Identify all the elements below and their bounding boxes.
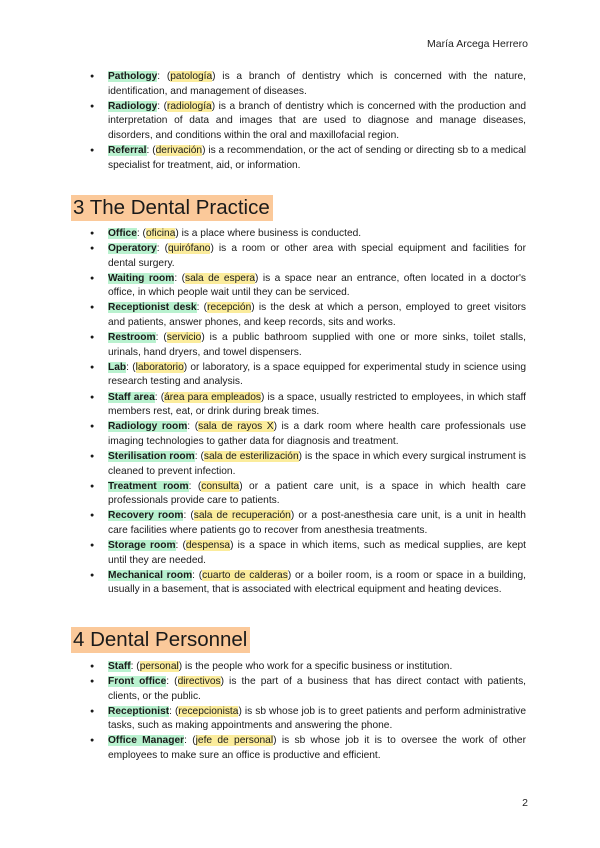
glossary-term: Operatory [108, 243, 157, 255]
term-definition: ) is a recommendation, or the act of sending or directing sb to a medical specialist for treatment, aid, or information. [108, 144, 526, 171]
glossary-item [88, 480, 526, 509]
glossary-term: Pathology [108, 71, 158, 82]
glossary-item [88, 660, 526, 675]
term-separator: : ( [136, 228, 146, 239]
glossary-term: Staff area [108, 391, 155, 403]
spanish-translation: sala de recuperación [193, 510, 291, 522]
glossary-term: Office Manager [108, 735, 185, 747]
glossary-item [88, 420, 526, 449]
term-definition: ) is the desk at which a person, employed to greet visitors and patients, answer phones, and keep records, sits and works. [108, 302, 527, 329]
glossary-term: Staff [108, 661, 131, 672]
term-definition: ) or a boiler room, is a room or space in a building, usually in a basement, that is associated with electrical equipment and heating devices. [108, 569, 526, 596]
term-definition: ) is a branch of dentistry which is concerned with the production and interpretation of data and images that are used to diagnose and manage diseases, disorders, and conditions within the oral and maxillofacial region. [108, 100, 526, 141]
spanish-translation: laboratorio [135, 361, 184, 373]
term-separator: : ( [192, 569, 203, 581]
glossary-term: Office [108, 228, 137, 239]
spanish-translation: sala de esterilización [203, 450, 299, 462]
term-definition: ) is a room or other area with special equipment and facilities for dental surgery. [108, 243, 526, 269]
glossary-term: Waiting room [108, 272, 175, 284]
glossary-item [88, 509, 526, 538]
term-definition: ) is a branch of dentistry which is concerned with the nature, identification, and management of diseases. [108, 71, 526, 97]
term-separator: : ( [157, 100, 167, 112]
glossary-term: Referral [108, 144, 147, 156]
glossary-item [88, 272, 526, 301]
glossary-item [88, 391, 526, 420]
glossary-item [88, 450, 526, 479]
spanish-translation: sala de espera [184, 272, 255, 284]
term-separator: : ( [184, 735, 196, 747]
term-separator: : ( [166, 676, 178, 688]
glossary-term: Mechanical room [108, 569, 193, 581]
spanish-translation: sala de rayos X [198, 421, 274, 433]
term-separator: : ( [157, 71, 171, 82]
glossary-term: Storage room [108, 539, 176, 551]
term-definition: ) is a place where business is conducted. [175, 228, 362, 239]
spanish-translation: radiología [166, 100, 212, 112]
term-definition: ) or laboratory, is a space equipped for experimental study in science using research testing and analysis. [108, 361, 526, 388]
spanish-translation: jefe de personal [195, 735, 274, 747]
term-separator: : ( [169, 705, 179, 717]
spanish-translation: despensa [185, 539, 231, 551]
term-definition: ) is sb whose job is to greet patients and perform administrative tasks, such as making appointments and answering the phone. [108, 705, 526, 732]
section-heading-dental-personnel: 4 Dental Personnel [71, 627, 250, 653]
term-definition: ) is a space, usually restricted to employees, in which staff members rest, eat, or drink during break times. [108, 391, 526, 418]
term-separator: : ( [174, 272, 185, 284]
glossary-item [88, 675, 526, 704]
term-definition: ) is the space in which every surgical instrument is cleaned to prevent infection. [108, 450, 526, 477]
term-separator: : ( [183, 510, 194, 522]
term-definition: ) or a post-anesthesia care unit, is a unit in health care facilities where patients go to recover from anesthesia treatments. [108, 510, 526, 536]
section-heading-dental-practice: 3 The Dental Practice [71, 195, 273, 221]
glossary-item [88, 70, 526, 99]
glossary-term: Receptionist [108, 705, 170, 717]
page-number: 2 [522, 797, 528, 809]
glossary-item [88, 100, 526, 144]
glossary-item [88, 569, 526, 598]
glossary-item [88, 227, 526, 242]
term-separator: : ( [130, 661, 140, 672]
glossary-term: Lab [108, 361, 127, 373]
glossary-term: Radiology [108, 100, 158, 112]
glossary-list [88, 660, 526, 764]
glossary-item [88, 301, 526, 330]
term-definition: ) or a patient care unit, is a space in which health care professionals provide care to patients. [108, 480, 526, 507]
author-name: María Arcega Herrero [427, 38, 528, 50]
term-definition: ) is sb whose job it is to oversee the work of other employees to make sure an office is productive and efficient. [108, 735, 526, 762]
term-separator: : ( [156, 243, 168, 255]
glossary-item [88, 144, 526, 173]
spanish-translation: servicio [166, 332, 202, 344]
spanish-translation: personal [139, 661, 179, 672]
glossary-list [88, 70, 526, 174]
term-separator: : ( [126, 361, 136, 373]
spanish-translation: quirófano [167, 243, 211, 255]
spanish-translation: directivos [177, 676, 221, 688]
term-separator: : ( [155, 332, 167, 344]
spanish-translation: recepcionista [178, 705, 239, 717]
term-definition: ) is a dark room where health care professionals use imaging technologies to gather data for diagnosis and treatment. [108, 421, 526, 447]
glossary-list [88, 227, 526, 598]
term-separator: : ( [188, 480, 202, 492]
glossary-term: Treatment room [108, 480, 189, 492]
term-separator: : ( [196, 302, 208, 314]
term-separator: : ( [154, 391, 165, 403]
term-definition: ) is a public bathroom supplied with one or more sinks, toilet stalls, urinals, hand dryers, and towel dispensers. [108, 332, 526, 358]
term-definition: ) is the people who work for a specific business or institution. [178, 661, 453, 672]
term-definition: ) is a space near an entrance, often located in a doctor's office, in which people wait until they can be serviced. [108, 272, 526, 299]
term-separator: : ( [187, 421, 199, 433]
glossary-term: Recovery room [108, 510, 184, 522]
spanish-translation: área para empleados [164, 391, 261, 403]
spanish-translation: cuarto de calderas [202, 569, 288, 581]
term-separator: : ( [175, 539, 186, 551]
spanish-translation: consulta [201, 480, 240, 492]
spanish-translation: patología [170, 71, 213, 82]
glossary-item [88, 361, 526, 390]
glossary-term: Radiology room [108, 421, 188, 433]
glossary-term: Sterilisation room [108, 450, 195, 462]
term-definition: ) is the part of a business that has direct contact with patients, clients, or the public. [108, 676, 526, 702]
spanish-translation: recepción [207, 302, 252, 314]
glossary-item [88, 734, 526, 763]
glossary-term: Front office [108, 676, 167, 688]
term-separator: : ( [194, 450, 204, 462]
glossary-item [88, 705, 526, 734]
spanish-translation: oficina [145, 228, 176, 239]
glossary-term: Receptionist desk [108, 302, 197, 314]
term-separator: : ( [146, 144, 156, 156]
glossary-term: Restroom [108, 332, 156, 344]
glossary-item [88, 331, 526, 360]
spanish-translation: derivación [155, 144, 203, 156]
term-definition: ) is a space in which items, such as medical supplies, are kept until they are needed. [108, 539, 526, 566]
glossary-item [88, 242, 526, 271]
glossary-item [88, 539, 526, 568]
